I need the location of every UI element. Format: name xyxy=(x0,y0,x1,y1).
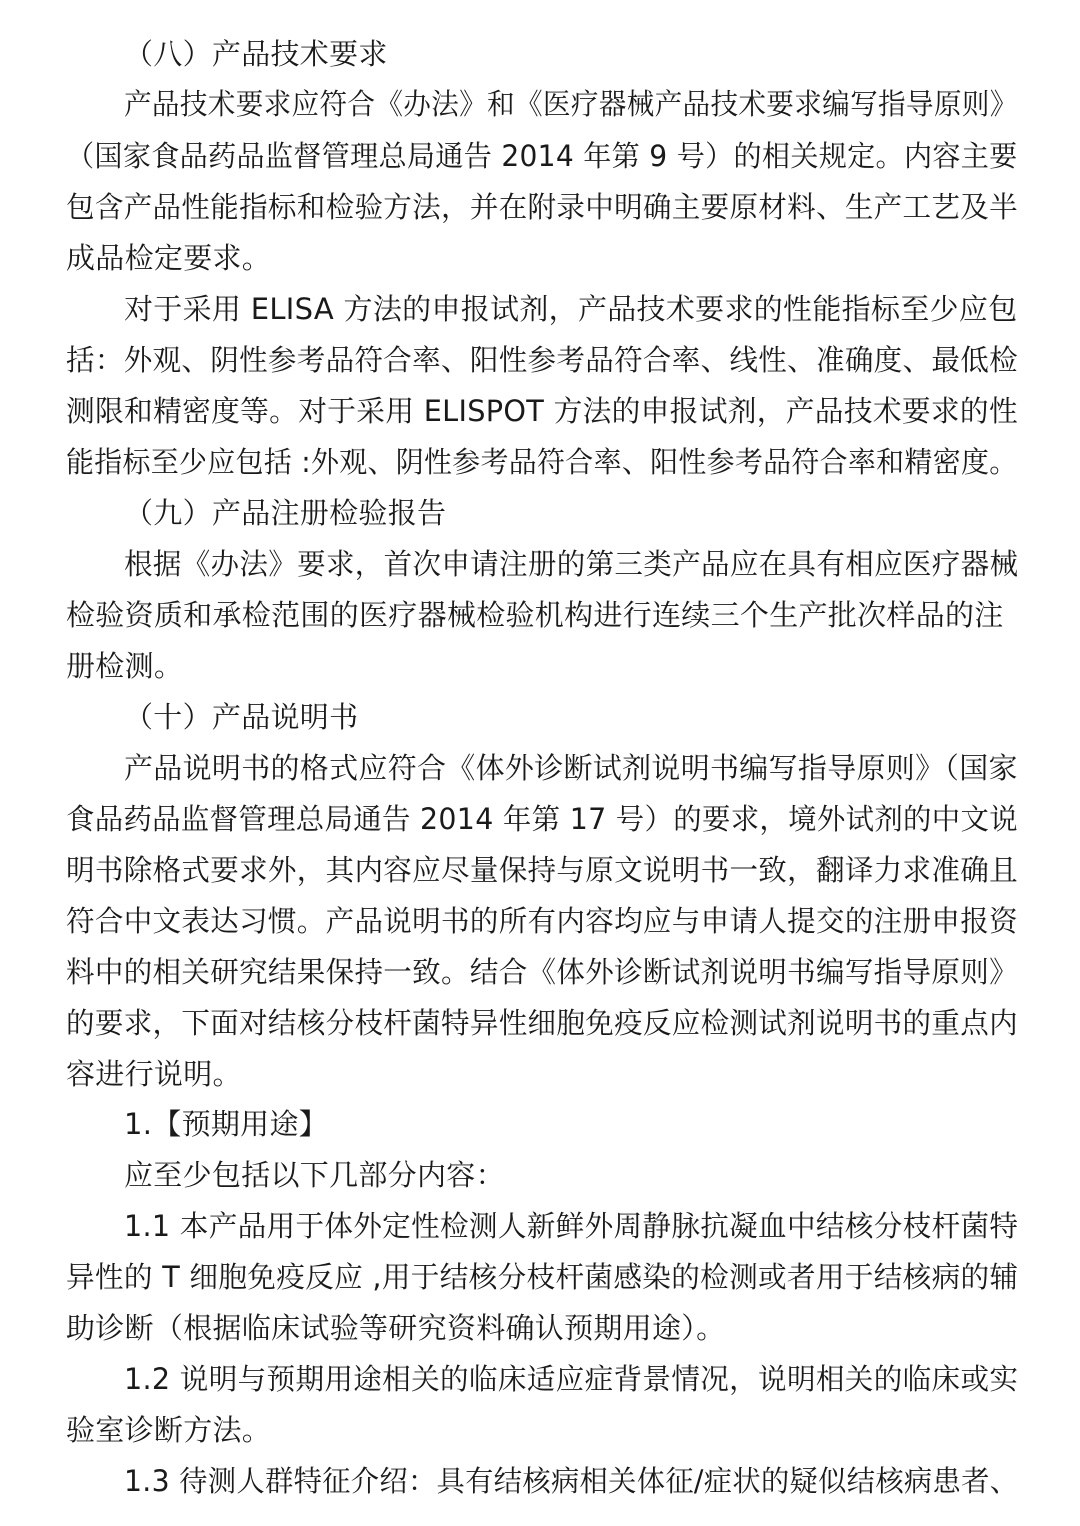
paragraph-line: 测限和精密度等。对于采用 ELISPOT 方法的申报试剂，产品技术要求的性 xyxy=(66,394,1018,428)
paragraph-line: 根据《办法》要求，首次申请注册的第三类产品应在具有相应医疗器械 xyxy=(124,547,1019,581)
paragraph-line: 验室诊断方法。 xyxy=(66,1413,272,1447)
paragraph-line: 成品检定要求。 xyxy=(66,241,272,275)
paragraph-line: 能指标至少应包括 :外观、阴性参考品符合率、阳性参考品符合率和精密度。 xyxy=(66,445,1018,479)
paragraph-line: 1.3 待测人群特征介绍：具有结核病相关体征/症状的疑似结核病患者、 xyxy=(124,1464,1019,1498)
paragraph-line: 对于采用 ELISA 方法的申报试剂，产品技术要求的性能指标至少应包 xyxy=(124,292,1018,326)
paragraph-line: 括：外观、阴性参考品符合率、阳性参考品符合率、线性、准确度、最低检 xyxy=(66,343,1018,377)
paragraph-line: 1.2 说明与预期用途相关的临床适应症背景情况，说明相关的临床或实 xyxy=(124,1362,1019,1396)
section-heading-10: （十）产品说明书 xyxy=(124,700,359,734)
paragraph-line: 明书除格式要求外，其内容应尽量保持与原文说明书一致，翻译力求准确且 xyxy=(66,853,1018,887)
paragraph-line: 异性的 T 细胞免疫反应 ,用于结核分枝杆菌感染的检测或者用于结核病的辅 xyxy=(66,1260,1019,1294)
paragraph-line: 食品药品监督管理总局通告 2014 年第 17 号）的要求，境外试剂的中文说 xyxy=(66,802,1018,836)
section-heading-9: （九）产品注册检验报告 xyxy=(124,496,447,530)
paragraph-line: （国家食品药品监督管理总局通告 2014 年第 9 号）的相关规定。内容主要 xyxy=(66,139,1018,173)
paragraph-line: 包含产品性能指标和检验方法，并在附录中明确主要原材料、生产工艺及半 xyxy=(66,190,1018,224)
paragraph-line: 符合中文表达习惯。产品说明书的所有内容均应与申请人提交的注册申报资 xyxy=(66,904,1018,938)
paragraph-line: 应至少包括以下几部分内容： xyxy=(124,1158,505,1192)
paragraph-line: 1.1 本产品用于体外定性检测人新鲜外周静脉抗凝血中结核分枝杆菌特 xyxy=(124,1209,1019,1243)
paragraph-line: 产品技术要求应符合《办法》和《医疗器械产品技术要求编写指导原则》 xyxy=(124,87,1018,121)
paragraph-line: 容进行说明。 xyxy=(66,1057,242,1091)
item-heading-intended-use: 1.【预期用途】 xyxy=(124,1107,329,1141)
paragraph-line: 的要求，下面对结核分枝杆菌特异性细胞免疫反应检测试剂说明书的重点内 xyxy=(66,1006,1018,1040)
section-heading-8: （八）产品技术要求 xyxy=(124,37,388,71)
paragraph-line: 检验资质和承检范围的医疗器械检验机构进行连续三个生产批次样品的注 xyxy=(66,598,1004,632)
paragraph-line: 助诊断（根据临床试验等研究资料确认预期用途）。 xyxy=(66,1311,726,1345)
paragraph-line: 产品说明书的格式应符合《体外诊断试剂说明书编写指导原则》（国家 xyxy=(124,751,1018,785)
paragraph-line: 料中的相关研究结果保持一致。结合《体外诊断试剂说明书编写指导原则》 xyxy=(66,955,1018,989)
paragraph-line: 册检测。 xyxy=(66,649,184,683)
